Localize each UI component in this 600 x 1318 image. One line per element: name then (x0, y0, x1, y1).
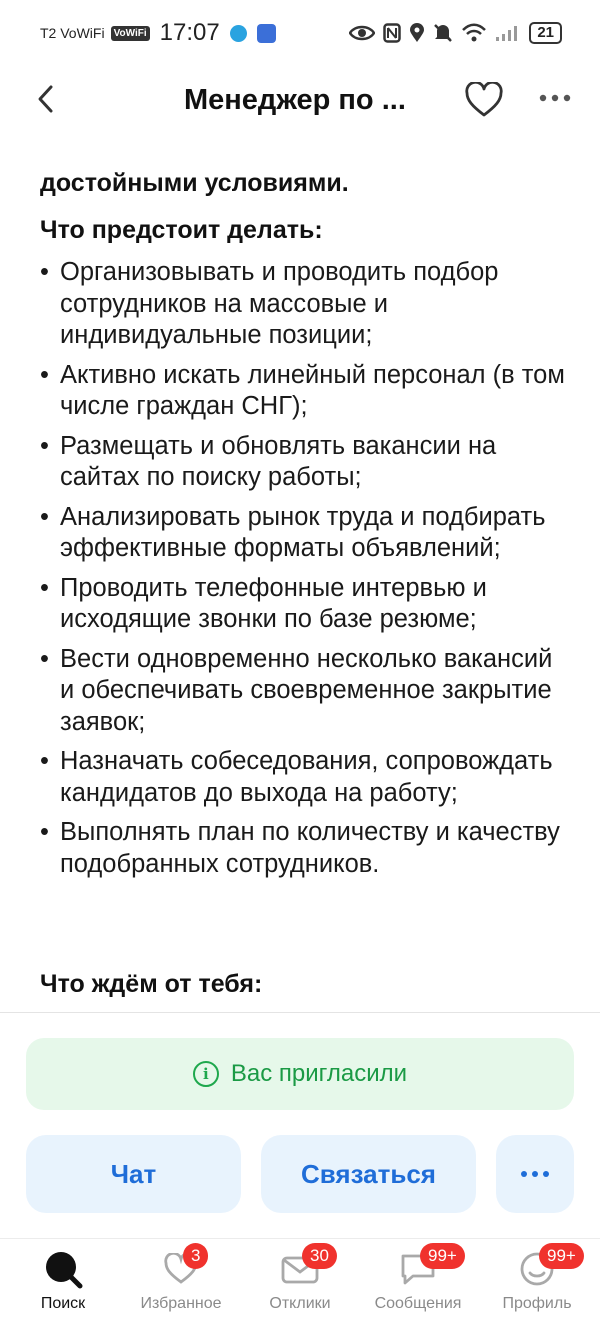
messages-badge: 99+ (420, 1243, 465, 1269)
vacancy-description (0, 132, 600, 1012)
profile-badge: 99+ (539, 1243, 584, 1269)
invite-text: Вас пригласили (230, 1060, 408, 1087)
section-title-requirements: Что ждём от тебя: (40, 970, 263, 998)
status-bar (0, 0, 600, 66)
list-item: • Активно искать линейный персонал (в том числе граждан СНГ); (40, 360, 570, 423)
battery-indicator: 21 (529, 22, 562, 44)
nav-item-responses[interactable] (240, 1246, 360, 1313)
mute-bell-icon (433, 23, 453, 43)
profile-icon (517, 1246, 576, 1289)
favorite-button[interactable] (462, 80, 506, 120)
more-dots-icon (539, 94, 571, 102)
partial-line-top (40, 132, 47, 160)
vowifi-badge: VoWiFi (111, 26, 150, 41)
nav-label: Избранное (140, 1295, 222, 1312)
list-item: • Организовывать и проводить подбор сотрудников на массовые и индивидуальные позиции; (40, 257, 570, 352)
responses-badge: 30 (302, 1243, 337, 1269)
contact-button[interactable]: Связаться (261, 1135, 476, 1213)
section-title-duties: Что предстоит делать: (40, 216, 323, 244)
telegram-icon (230, 25, 247, 42)
nav-label: Поиск (40, 1295, 86, 1312)
page-title: Менеджер по ... (184, 84, 406, 116)
eye-icon (349, 24, 375, 42)
list-item: • Проводить телефонные интервью и исходящие звонки по базе резюме; (40, 573, 570, 636)
mail-icon (280, 1246, 329, 1289)
nav-label: Сообщения (374, 1295, 462, 1312)
back-button[interactable] (28, 82, 62, 116)
app-notification-icon (257, 24, 276, 43)
nav-item-favorites[interactable] (121, 1246, 241, 1313)
more-dots-icon (521, 1171, 549, 1177)
more-options-button[interactable] (534, 86, 576, 110)
nav-label: Отклики (269, 1295, 331, 1312)
status-left (40, 19, 276, 47)
list-item: • Вести одновременно несколько вакансий и обеспечивать своевременное закрытие заявок; (40, 644, 570, 739)
info-icon: i (193, 1061, 219, 1087)
heart-icon (161, 1246, 201, 1289)
duties-list (40, 257, 570, 888)
app-header (0, 66, 600, 132)
nav-item-search[interactable] (3, 1249, 123, 1313)
more-actions-button[interactable] (496, 1135, 574, 1213)
list-item: • Размещать и обновлять вакансии на сайтах по поиску работы; (40, 431, 570, 494)
clock: 17:07 (159, 19, 220, 46)
chat-bubble-icon (398, 1246, 457, 1289)
nav-item-profile[interactable] (477, 1246, 597, 1313)
list-item: • Анализировать рынок труда и подбирать эффективные форматы объявлений; (40, 502, 570, 565)
favorites-badge: 3 (183, 1243, 208, 1269)
bottom-navigation (0, 1238, 600, 1318)
back-arrow-icon (36, 84, 54, 114)
invite-status-banner (26, 1038, 574, 1110)
nav-item-messages[interactable] (358, 1246, 478, 1313)
nfc-icon (383, 23, 401, 43)
chat-button[interactable]: Чат (26, 1135, 241, 1213)
list-item: • Выполнять план по количеству и качеству подобранных сотрудников. (40, 817, 570, 880)
signal-icon (495, 24, 521, 42)
list-item: • Назначать собеседования, сопровождать кандидатов до выхода на работу; (40, 746, 570, 809)
partial-text: достойными условиями. (40, 169, 349, 197)
wifi-icon (461, 23, 487, 43)
nav-label: Профиль (502, 1295, 572, 1312)
heart-icon (464, 82, 504, 118)
carrier-label: T2 VoWiFi (40, 25, 105, 41)
status-right (349, 22, 562, 44)
location-icon (409, 23, 425, 43)
search-icon (43, 1249, 83, 1289)
divider (0, 1012, 600, 1013)
